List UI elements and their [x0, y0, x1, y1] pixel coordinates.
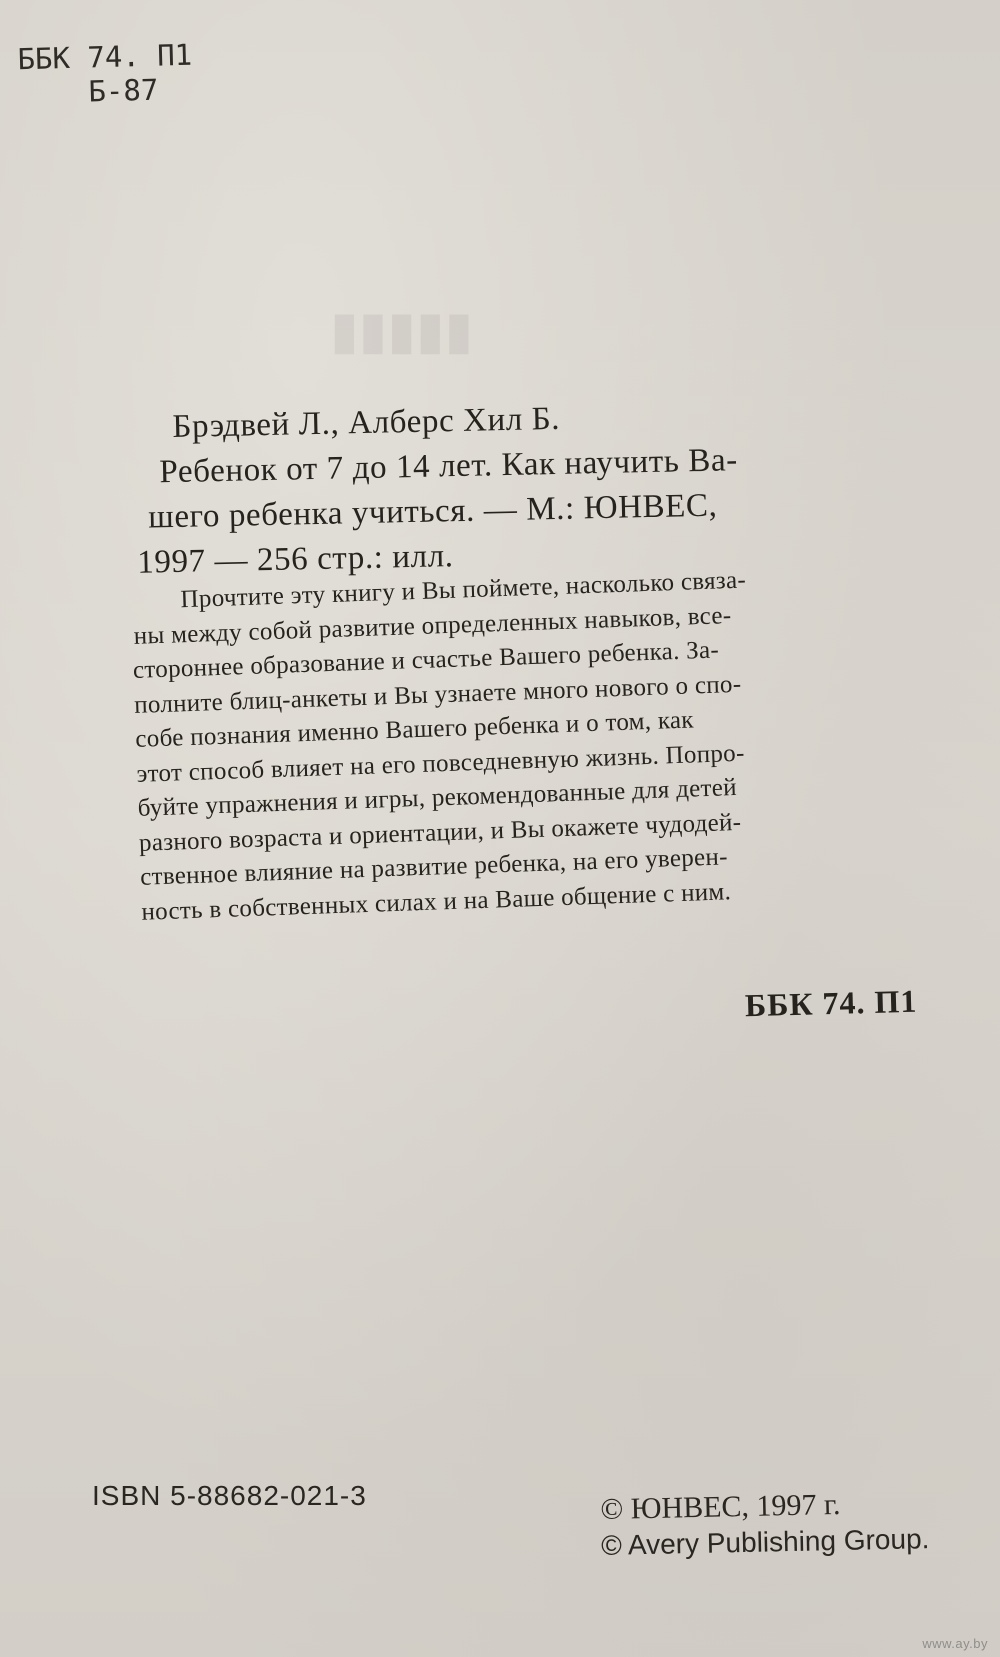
book-annotation — [130, 558, 922, 930]
annotation-line: ность в собственных силах и на Ваше общение с ним. — [140, 877, 732, 926]
annotation-line: буйте упражнения и игры, рекомендованные для детей — [137, 773, 738, 822]
library-classmark — [17, 38, 193, 111]
annotation-line: стороннее образование и счастье Вашего ребенка. За- — [132, 636, 720, 684]
citation-line: Ребенок от 7 до 14 лет. Как научить Ва- — [159, 442, 739, 491]
isbn-number: ISBN 5-88682-021-3 — [92, 1480, 367, 1511]
copyright-block — [600, 1485, 930, 1564]
annotation-line: разного возраста и ориентации, и Вы окажете чудодей- — [138, 808, 742, 857]
annotation-line: полните блиц-анкеты и Вы узнаете много нового о спо- — [133, 670, 742, 719]
copyright-original-publisher: © Avery Publishing Group. — [600, 1523, 930, 1561]
site-watermark: www.ay.by — [922, 1636, 988, 1651]
annotation-line: собе познания именно Вашего ребенка и о том, как — [134, 706, 695, 753]
bibliographic-citation — [136, 390, 916, 585]
show-through-decoration: ▮▮▮▮▮ — [330, 303, 474, 360]
annotation-line: Прочтите эту книгу и Вы поймете, насколько связа- — [180, 566, 747, 614]
copyright-publisher: © ЮНВЕС, 1997 г. — [600, 1487, 841, 1526]
classmark-bbk: ББК 74. П1 — [17, 37, 193, 77]
citation-line: шего ребенка учиться. — М.: ЮНВЕС, — [147, 487, 718, 536]
annotation-line: этот способ влияет на его повседневную жизнь. Попро- — [136, 739, 746, 788]
citation-line: Брэдвей Л., Алберс Хил Б. — [172, 400, 561, 445]
citation-line: 1997 — 256 стр.: илл. — [136, 538, 454, 581]
classmark-author-code: Б-87 — [88, 72, 159, 109]
bbk-classification: ББК 74. П1 — [744, 982, 918, 1024]
annotation-line: ственное влияние на развитие ребенка, на его уверен- — [139, 843, 729, 891]
annotation-line: ны между собой развитие определенных навыков, все- — [133, 601, 732, 650]
